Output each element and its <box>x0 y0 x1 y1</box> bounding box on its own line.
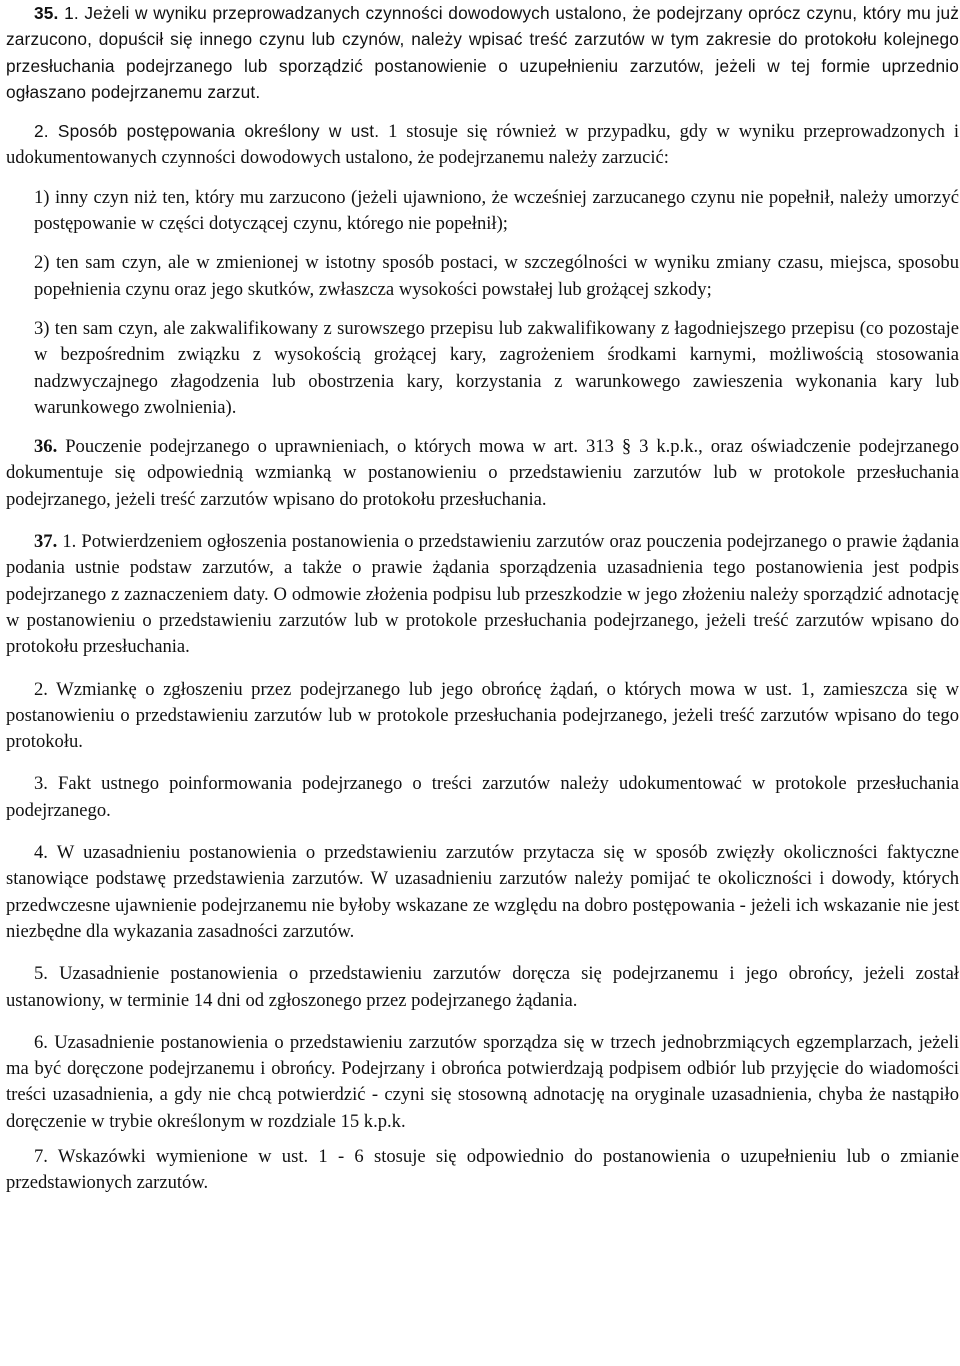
list-item-35-2-1 <box>6 185 959 238</box>
paragraph-37-3: 3. Fakt ustnego poinformowania podejrzanego o treści zarzutów należy udokumentować w protokole przesłuchania podejrzanego. <box>6 773 959 821</box>
paragraph-36 <box>6 434 959 513</box>
paragraph-number: 1. <box>64 3 79 23</box>
paragraph-text: 1 stosuje się również w przypadku, gdy w wyniku przeprowadzonych i udokumentowanych czynności dowodowych ustalono, że podejrzanemu należy zarzucić: <box>6 121 959 169</box>
section-number-35: 35. <box>34 3 59 23</box>
list-item-35-2-3 <box>6 316 959 421</box>
list-item-text: 3) ten sam czyn, ale zakwalifikowany z surowszego przepisu lub zakwalifikowany z łagodniejszego przepisu (co pozostaje w bezpośrednim związku z wysokością grożącej kary, zagrożeniem środkami karnymi, możliwością stosowania nadzwyczajnego złagodzenia lub obostrzenia kary, korzystania z warunkowego zawieszenia wykonania kary lub warunkowego zwolnienia). <box>34 317 959 418</box>
paragraph-lead: 2. Sposób postępowania określony w ust. <box>34 121 380 142</box>
section-number-36: 36. <box>34 436 58 458</box>
paragraph-37-7: 7. Wskazówki wymienione w ust. 1 - 6 stosuje się odpowiednio do postanowienia o uzupełnieniu lub o zmianie przedstawionych zarzutów. <box>6 1145 959 1194</box>
paragraph-37-5: 5. Uzasadnienie postanowienia o przedstawieniu zarzutów doręcza się podejrzanemu i jego obrońcy, jeżeli został ustanowiony, w terminie 14 dni od zgłoszonego przez podejrzanego żądania. <box>6 963 959 1011</box>
list-item-35-2-2 <box>6 250 959 303</box>
paragraph-text: Potwierdzeniem ogłoszenia postanowienia o przedstawieniu zarzutów oraz pouczenia podejrzanego o prawie żądania podania ustnie podstaw zarzutów, a także o prawie żądania sporządzenia uzasadnienia tego postanowienia jest podpis podejrzanego z zaznaczeniem daty. O odmowie złożenia podpisu lub przeszkodzie w jego złożeniu należy sporządzić adnotację w postanowieniu o przedstawieniu zarzutów lub w protokole przesłuchania podejrzanego, jeżeli treść zarzutów wpisano do protokołu przesłuchania. <box>6 531 959 658</box>
paragraph-text: Jeżeli w wyniku przeprowadzanych czynności dowodowych ustalono, że podejrzany oprócz czynu, który mu już zarzucono, dopuścił się innego czynu lub czynów, należy wpisać treść zarzutów w tym zakresie do protokołu kolejnego przesłuchania podejrzanego lub sporządzić postanowienie o uzupełnieniu zarzutów, jeżeli w tej formie uprzednio ogłaszano podejrzanemu zarzut. <box>6 3 960 102</box>
list-item-text: 1) inny czyn niż ten, który mu zarzucono (jeżeli ujawniono, że wcześniej zarzucanego czynu nie popełnił, należy umorzyć postępowanie w części dotyczącej czynu, którego nie popełnił); <box>34 186 959 235</box>
paragraph-35-1 <box>6 0 959 105</box>
paragraph-37-4: 4. W uzasadnieniu postanowienia o przedstawieniu zarzutów przytacza się w sposób zwięzły okoliczności faktyczne stanowiące podstawę przedstawienia zarzutów. W uzasadnieniu zarzutów należy pomijać te okoliczności i dowody, których przedwczesne ujawnienie podejrzanemu nie byłoby wskazane ze względu na dobro postępowania - jeżeli ich wskazanie nie jest niezbędne dla wykazania zasadności zarzutów. <box>6 842 959 942</box>
section-number-37: 37. <box>34 531 58 553</box>
paragraph-37-2: 2. Wzmiankę o zgłoszeniu przez podejrzanego lub jego obrońcę żądań, o których mowa w ust. 1, zamieszcza się w postanowieniu o przedstawieniu zarzutów lub w protokole przesłuchania podejrzanego, jeżeli treść zarzutów wpisano do tego protokołu. <box>6 678 959 753</box>
list-item-text: 2) ten sam czyn, ale w zmienionej w istotny sposób postaci, w szczególności w wyniku zmiany czasu, miejsca, sposobu popełnienia czynu oraz jego skutków, zwłaszcza wysokości powstałej lub grożącej szkody; <box>34 252 959 300</box>
paragraph-37-6: 6. Uzasadnienie postanowienia o przedstawieniu zarzutów sporządza się w trzech jednobrzmiących egzemplarzach, jeżeli ma być doręczone podejrzanemu i obrońcy. Podejrzany i obrońca potwierdzają podpisem odbiór lub przyjęcie do wiadomości treści uzasadnienia, a gdy nie chcą potwierdzić - czyni się stosowną adnotację na oryginale uzasadnienia, chyba że nastąpiło doręczenie w trybie określonym w rozdziale 15 k.p.k. <box>6 1031 959 1132</box>
paragraph-number: 1. <box>62 531 77 553</box>
paragraph-35-2 <box>6 118 959 172</box>
paragraph-text: Pouczenie podejrzanego o uprawnieniach, o których mowa w art. 313 § 3 k.p.k., oraz oświadczenie podejrzanego dokumentuje się odpowiednią wzmianką w postanowieniu o przedstawieniu zarzutów lub w protokole przesłuchania podejrzanego, jeżeli treść zarzutów wpisano do protokołu przesłuchania. <box>6 436 959 510</box>
paragraph-37-1 <box>6 529 959 660</box>
